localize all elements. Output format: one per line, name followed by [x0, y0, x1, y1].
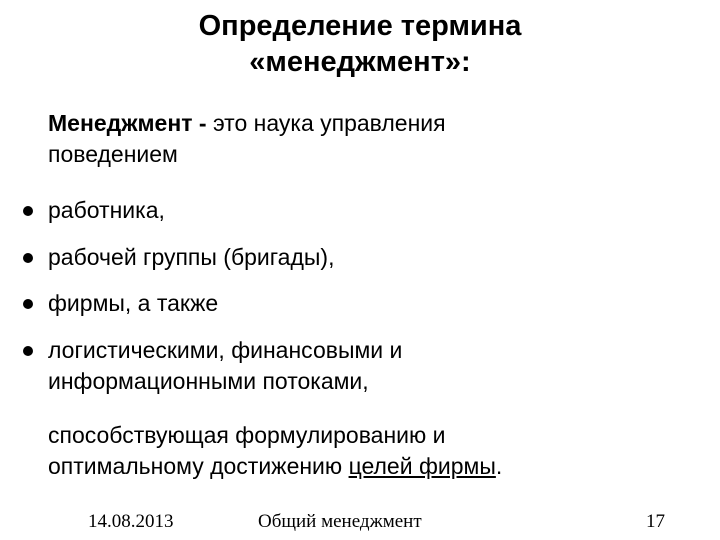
definition-text: это наука управления	[206, 110, 446, 136]
list-item-text-line-1: логистическими, финансовыми и	[48, 337, 403, 363]
bullet-dot-icon	[23, 206, 33, 216]
slide-title	[60, 8, 660, 80]
footer-page-number: 17	[646, 511, 665, 532]
bullet-dot-icon	[23, 346, 33, 356]
closing-paragraph	[48, 420, 688, 482]
definition-line-1	[48, 108, 688, 139]
definition-paragraph	[48, 108, 688, 170]
list-item-text: рабочей группы (бригады),	[48, 244, 335, 270]
footer-title: Общий менеджмент	[258, 511, 422, 532]
closing-text: оптимальному достижению	[48, 453, 349, 479]
bullet-dot-icon	[23, 299, 33, 309]
bullet-dot-icon	[23, 253, 33, 263]
footer-date: 14.08.2013	[88, 511, 174, 532]
closing-line-2	[48, 451, 688, 482]
list-item-text	[48, 335, 668, 397]
definition-line-2: поведением	[48, 141, 178, 167]
definition-term: Менеджмент -	[48, 110, 207, 136]
slide-title-line-2: «менеджмент»:	[249, 46, 471, 78]
slide-title-line-1: Определение термина	[198, 10, 522, 42]
closing-line-1: способствующая формулированию и	[48, 422, 446, 448]
list-item-text: фирмы, а также	[48, 290, 219, 316]
closing-period: .	[495, 453, 503, 479]
list-item-text: работника,	[48, 197, 165, 223]
list-item-text-line-2: информационными потоками,	[48, 368, 369, 394]
goals-link[interactable]: целей фирмы	[348, 453, 496, 479]
